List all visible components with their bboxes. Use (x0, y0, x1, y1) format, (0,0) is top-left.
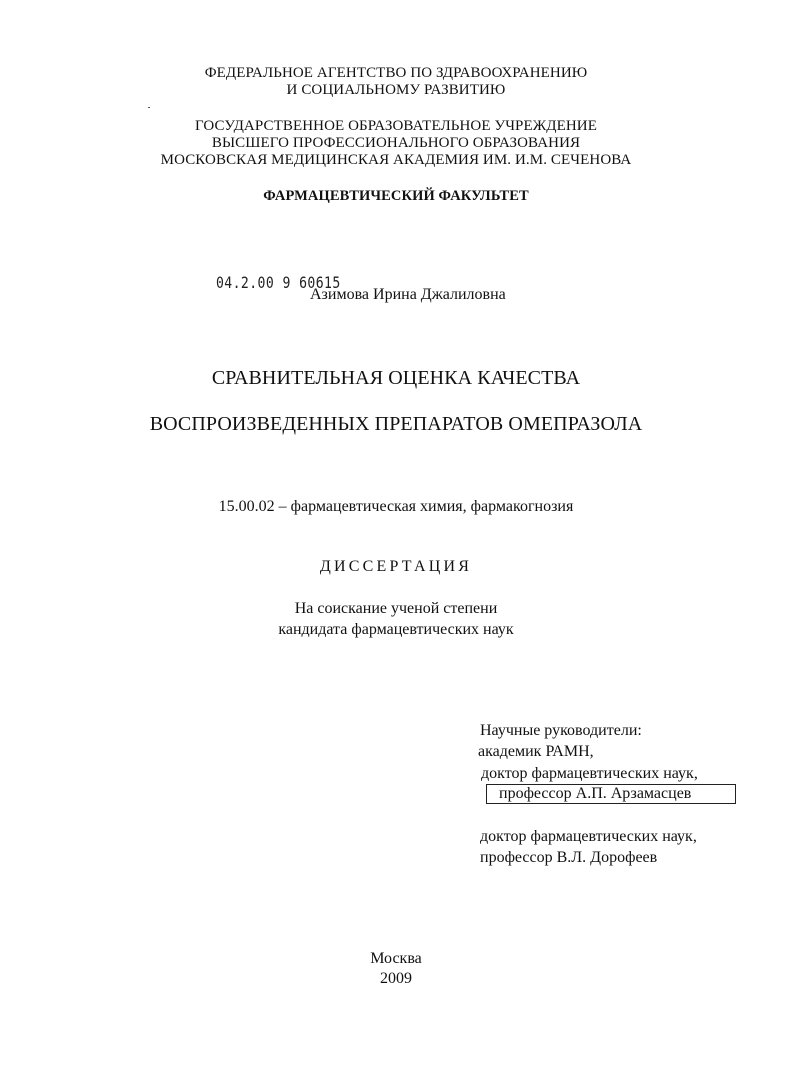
supervisor-1-name: профессор А.П. Арзамасцев (499, 785, 692, 802)
degree-line-1: На соискание ученой степени (294, 600, 498, 617)
title-line-1: СРАВНИТЕЛЬНАЯ ОЦЕНКА КАЧЕСТВА (211, 367, 581, 389)
supervisor-1-name-box (486, 784, 736, 804)
agency-line-1: ФЕДЕРАЛЬНОЕ АГЕНТСТВО ПО ЗДРАВООХРАНЕНИЮ (204, 65, 588, 81)
supervisor-1-rank: академик РАМН, (478, 743, 594, 760)
registration-stamp: 04.2.00 9 60615 (216, 273, 341, 292)
scan-speck (148, 107, 150, 108)
specialty-code: 15.00.02 – фармацевтическая химия, фармакогнозия (218, 498, 574, 515)
document-type: ДИССЕРТАЦИЯ (319, 558, 473, 575)
degree-line-2: кандидата фармацевтических наук (278, 621, 514, 638)
supervisor-2-name: профессор В.Л. Дорофеев (480, 849, 658, 866)
institution-line-1: ГОСУДАРСТВЕННОЕ ОБРАЗОВАТЕЛЬНОЕ УЧРЕЖДЕНИЕ (194, 118, 598, 134)
supervisors-heading: Научные руководители: (480, 722, 642, 739)
title-line-2: ВОСПРОИЗВЕДЕННЫХ ПРЕПАРАТОВ ОМЕПРАЗОЛА (149, 413, 643, 435)
supervisor-2-degree: доктор фармацевтических наук, (480, 828, 697, 845)
institution-line-3: МОСКОВСКАЯ МЕДИЦИНСКАЯ АКАДЕМИЯ ИМ. И.М. СЕЧЕНОВА (160, 152, 632, 168)
supervisor-1-degree: доктор фармацевтических наук, (481, 765, 698, 782)
city: Москва (370, 950, 422, 967)
author-name: Азимова Ирина Джалиловна (310, 286, 506, 303)
faculty-name: ФАРМАЦЕВТИЧЕСКИЙ ФАКУЛЬТЕТ (263, 188, 529, 204)
institution-line-2: ВЫСШЕГО ПРОФЕССИОНАЛЬНОГО ОБРАЗОВАНИЯ (211, 135, 581, 151)
agency-line-2: И СОЦИАЛЬНОМУ РАЗВИТИЮ (286, 82, 506, 98)
year: 2009 (380, 970, 412, 987)
